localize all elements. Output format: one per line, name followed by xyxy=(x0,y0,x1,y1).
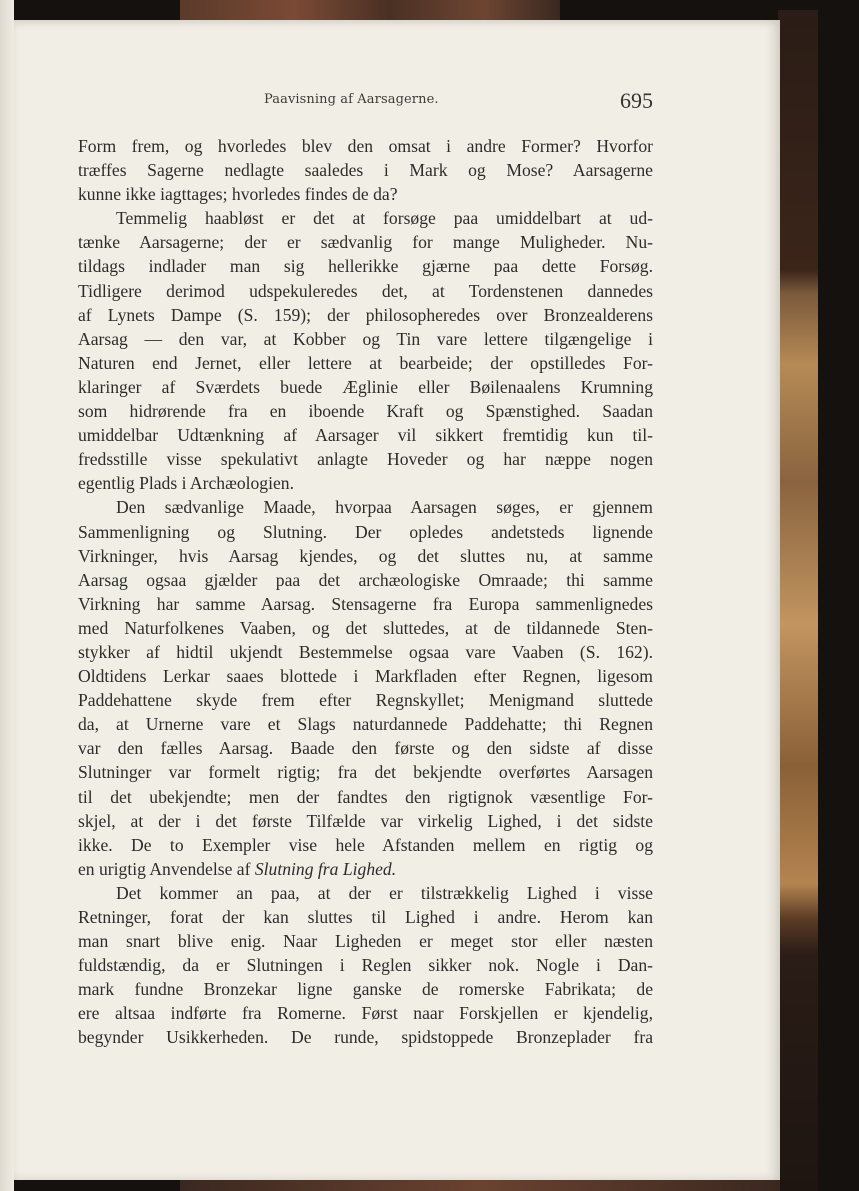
page-left-margin-edge xyxy=(0,0,14,1191)
book-cover-right-edge xyxy=(778,10,818,1191)
running-title: Paavisning af Aarsagerne. xyxy=(264,92,439,107)
text-line xyxy=(78,182,653,206)
text-line xyxy=(78,1025,653,1049)
text-line-content: som hidrørende fra en iboende Kraft og Spænstighed. Saadan xyxy=(78,401,653,422)
text-line xyxy=(78,399,653,423)
text-line-content: Tidligere derimod udspekuleredes det, at Tordenstenen dannedes xyxy=(78,280,653,301)
text-line xyxy=(78,471,653,495)
text-line-content: Virkninger, hvis Aarsag kjendes, og det sluttes nu, at samme xyxy=(78,545,653,566)
text-line-content: Paddehattene skyde frem efter Regnskyllet; Menigmand sluttede xyxy=(78,690,653,711)
text-line-italic: Slutning fra Lighed. xyxy=(254,858,397,879)
text-line xyxy=(78,760,653,784)
text-line xyxy=(78,520,653,544)
text-line-content: tænke Aarsagerne; der er sædvanlig for mange Muligheder. Nu- xyxy=(78,232,653,253)
text-line xyxy=(78,977,653,1001)
text-line-content: ere altsaa indførte fra Romerne. Først naar Forskjellen er kjendelig, xyxy=(78,1003,653,1024)
text-line xyxy=(78,134,653,158)
text-line-content: Retninger, forat der kan sluttes til Lighed i andre. Herom kan xyxy=(78,907,653,927)
text-line-content: tildags indlader man sig hellerikke gjærne paa dette Forsøg. xyxy=(78,256,653,277)
text-line-content: egentlig Plads i Archæologien. xyxy=(78,473,294,494)
text-line-content: mark fundne Bronzekar ligne ganske de romerske Fabrikata; de xyxy=(78,979,653,1000)
text-line xyxy=(78,230,653,254)
text-line-content: Sammenligning og Slutning. Der opledes andetsteds lignende xyxy=(78,521,653,542)
text-line xyxy=(78,375,653,399)
text-line xyxy=(78,447,653,471)
text-line xyxy=(78,279,653,303)
text-line-content: skjel, at der i det første Tilfælde var virkelig Lighed, i det sidste xyxy=(78,810,653,831)
text-line-content: Slutninger var formelt rigtig; fra det bekjendte overførtes Aarsagen xyxy=(78,762,653,783)
text-line-content: fuldstændig, da er Slutningen i Reglen sikker nok. Nogle i Dan- xyxy=(78,955,653,976)
text-line-content: Temmelig haabløst er det at forsøge paa umiddelbart at ud- xyxy=(116,208,653,229)
body-text xyxy=(78,134,653,1050)
text-line-content: ikke. De to Exempler vise hele Afstanden mellem en rigtig og xyxy=(78,834,653,855)
text-line xyxy=(78,809,653,833)
text-line-content: til det ubekjendte; men der fandtes den rigtignok væsentlige For- xyxy=(78,786,653,807)
text-line xyxy=(78,640,653,664)
text-line xyxy=(78,1001,653,1025)
text-line xyxy=(78,423,653,447)
text-line-content: Aarsag — den var, at Kobber og Tin vare lettere tilgængelige i xyxy=(78,328,653,349)
text-line xyxy=(78,544,653,568)
text-line xyxy=(78,736,653,760)
text-line-content: Det kommer an paa, at der er tilstrækkelig Lighed i visse xyxy=(116,882,653,903)
text-line xyxy=(78,568,653,592)
text-line xyxy=(78,495,653,519)
book-cover-top-edge xyxy=(180,0,560,22)
text-line-content: var den fælles Aarsag. Baade den første og den sidste af disse xyxy=(78,738,653,759)
text-line xyxy=(78,303,653,327)
text-line-content: Aarsag ogsaa gjælder paa det archæologiske Omraade; thi samme xyxy=(78,569,653,590)
text-line-content: en urigtig Anvendelse af xyxy=(78,858,255,879)
text-line xyxy=(78,953,653,977)
text-line xyxy=(78,712,653,736)
text-line-content: Virkning har samme Aarsag. Stensagerne fra Europa sammenlignedes xyxy=(78,593,653,614)
text-line xyxy=(78,881,653,905)
text-line-content: Den sædvanlige Maade, hvorpaa Aarsagen søges, er gjennem xyxy=(116,497,653,518)
text-line-content: stykker af hidtil ukjendt Bestemmelse ogsaa vare Vaaben (S. 162). xyxy=(78,641,653,662)
text-line-content: Form frem, og hvorledes blev den omsat i andre Former? Hvorfor xyxy=(78,136,653,156)
text-line-content: af Lynets Dampe (S. 159); der philosopheredes over Bronzealderens xyxy=(78,304,653,325)
text-line-content: da, at Urnerne vare et Slags naturdannede Paddehatte; thi Regnen xyxy=(78,714,653,735)
text-line xyxy=(78,351,653,375)
text-line-content: begynder Usikkerheden. De runde, spidstoppede Bronzeplader fra xyxy=(78,1027,653,1048)
text-line xyxy=(78,833,653,857)
text-line xyxy=(78,664,653,688)
text-line-content: klaringer af Sværdets buede Æglinie eller Bøilenaalens Krumning xyxy=(78,376,653,397)
text-line xyxy=(78,785,653,809)
text-line xyxy=(78,688,653,712)
text-line xyxy=(78,929,653,953)
text-line-content: med Naturfolkenes Vaaben, og det sluttedes, at de tildannede Sten- xyxy=(78,617,653,638)
text-line xyxy=(78,905,653,929)
text-line-content: kunne ikke iagttages; hvorledes findes de da? xyxy=(78,184,398,205)
text-line-content: Oldtidens Lerkar saaes blottede i Markfladen efter Regnen, ligesom xyxy=(78,666,653,687)
text-line xyxy=(78,327,653,351)
text-line xyxy=(78,857,653,881)
text-line xyxy=(78,206,653,230)
text-line-content: træffes Sagerne nedlagte saaledes i Mark og Mose? Aarsagerne xyxy=(78,160,653,181)
text-line xyxy=(78,592,653,616)
text-line xyxy=(78,254,653,278)
text-line-content: umiddelbar Udtænkning af Aarsager vil sikkert fremtidig kun til- xyxy=(78,425,653,446)
page-number: 695 xyxy=(620,88,653,113)
text-line xyxy=(78,616,653,640)
text-line xyxy=(78,158,653,182)
text-line-content: Naturen end Jernet, eller lettere at bearbeide; der opstilledes For- xyxy=(78,352,653,373)
text-line-content: man snart blive enig. Naar Ligheden er meget stor eller næsten xyxy=(78,931,653,952)
text-line-content: fredsstille visse spekulativt anlagte Hoveder og har næppe nogen xyxy=(78,449,653,470)
